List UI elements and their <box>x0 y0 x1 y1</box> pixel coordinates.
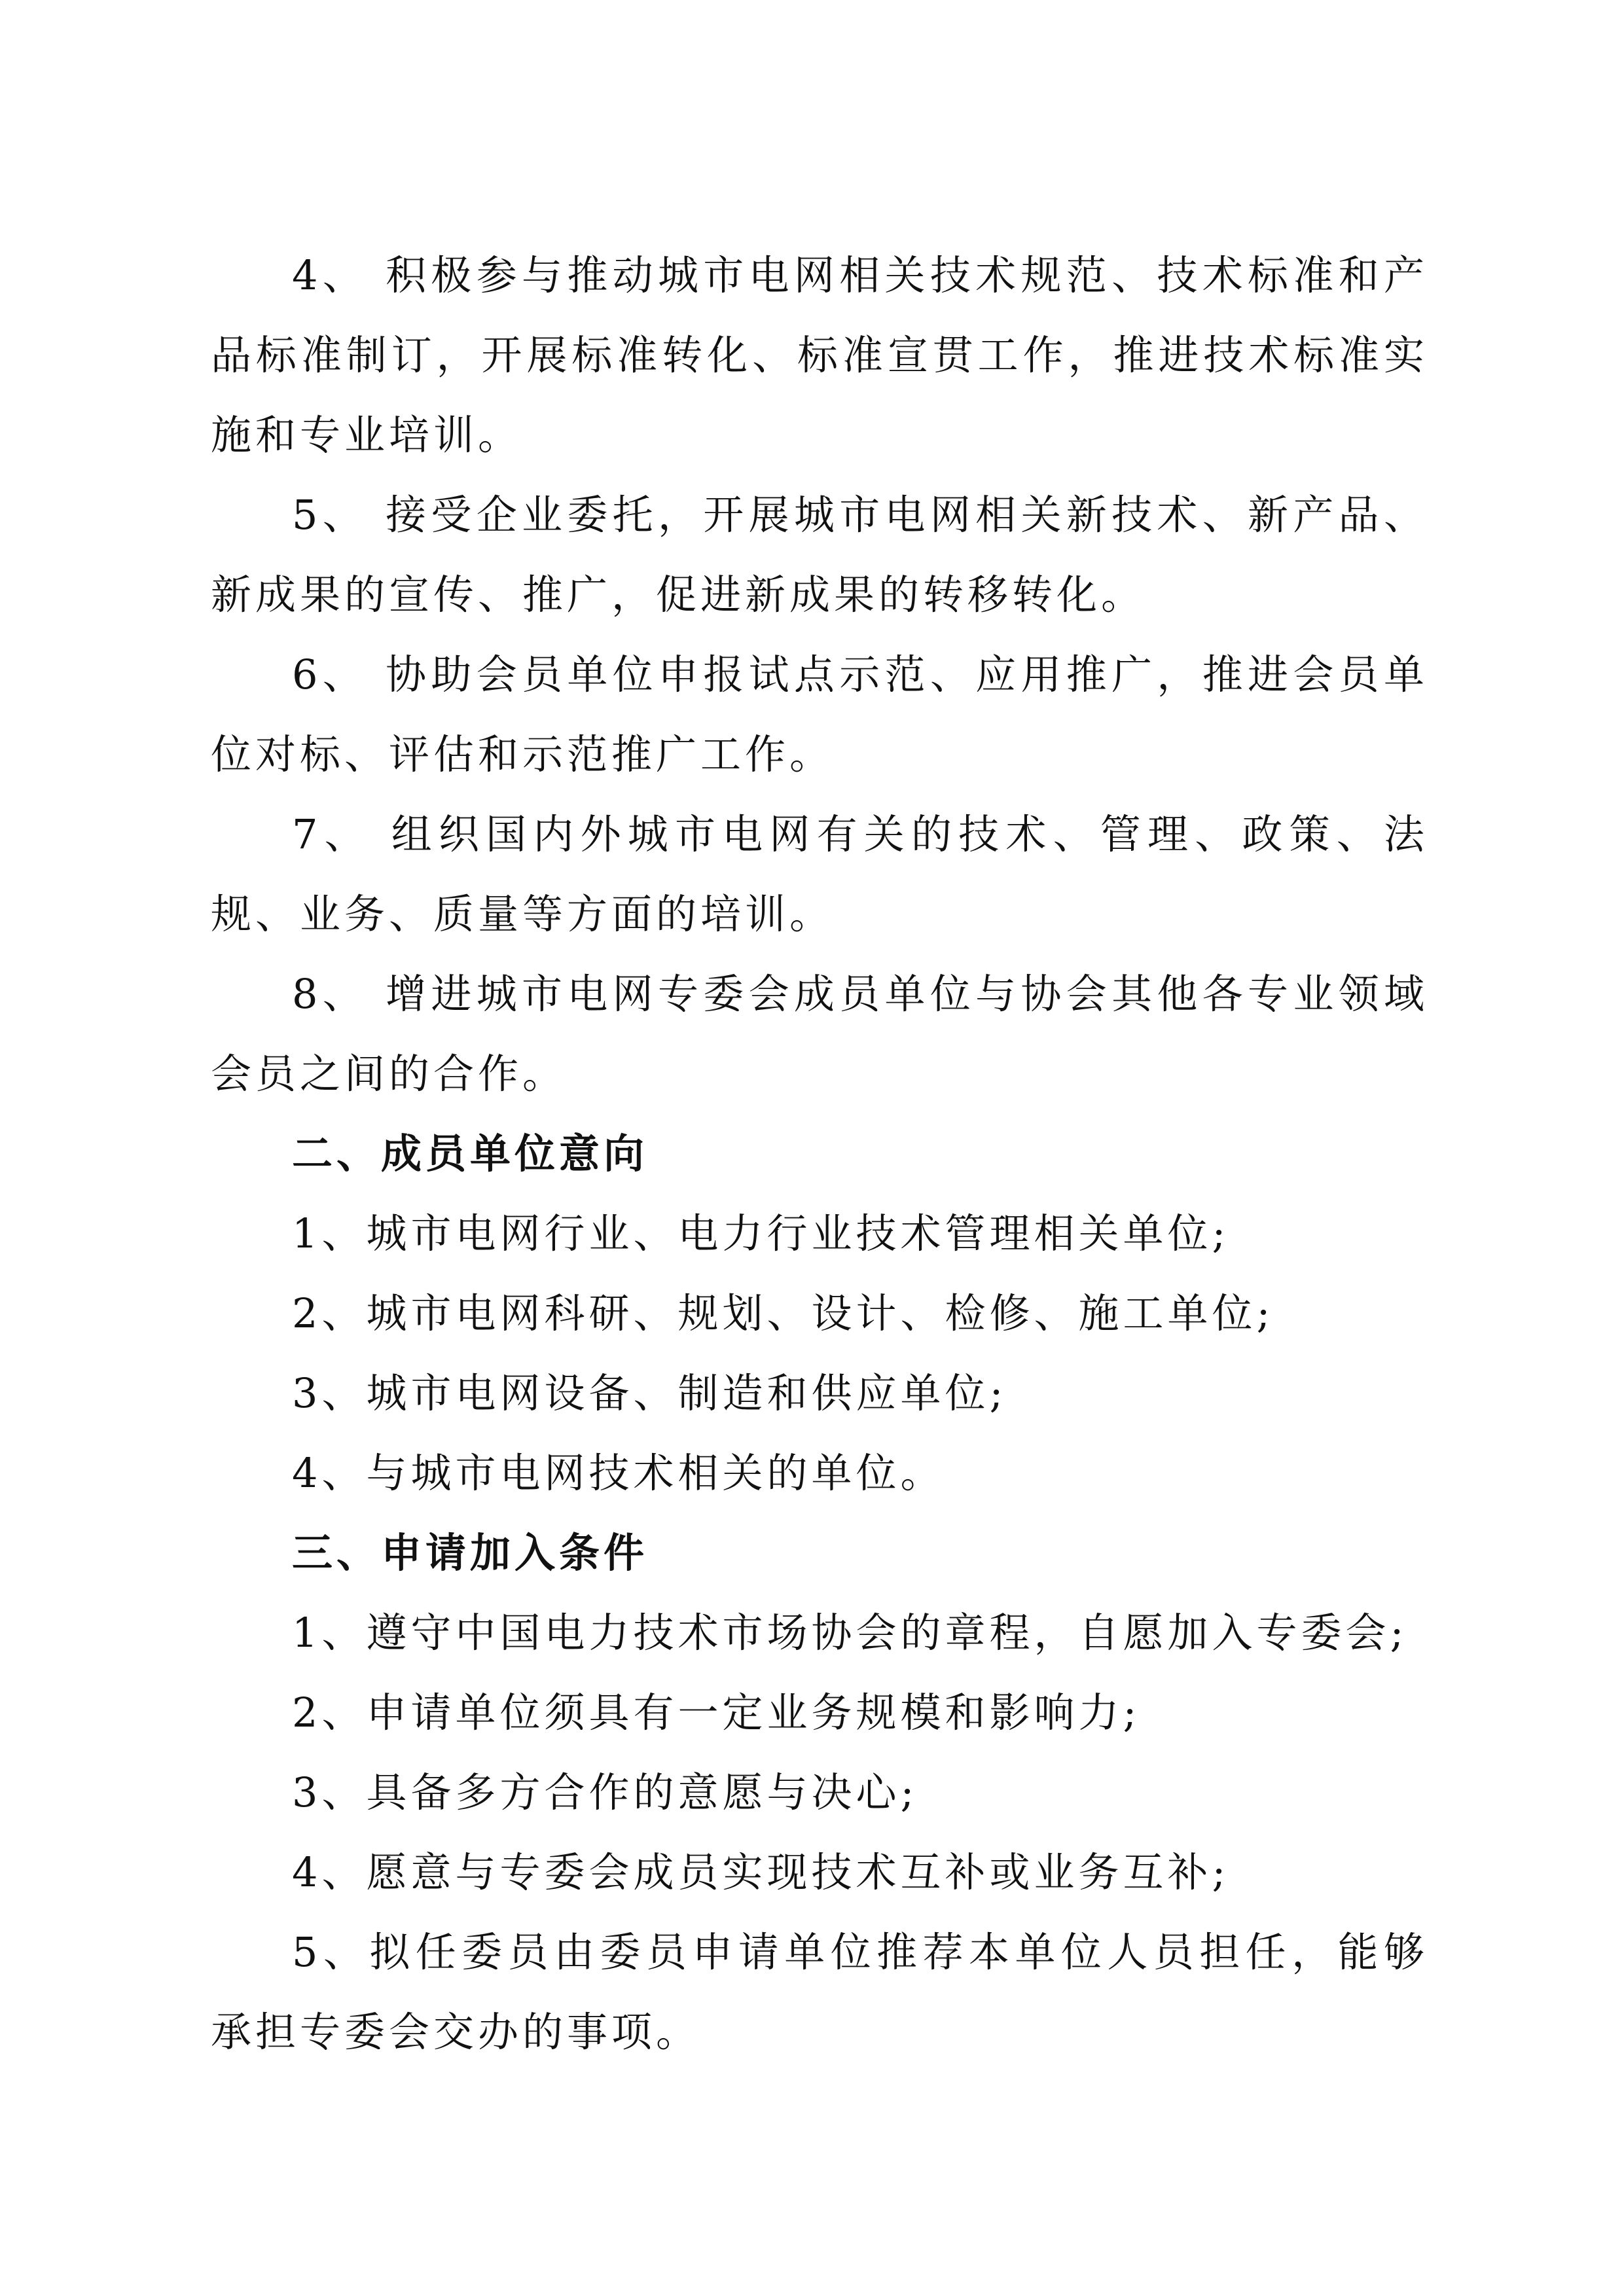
list-item: 3、具备多方合作的意愿与决心; <box>292 1768 918 1816</box>
paragraph-item-7: 7、 组织国内外城市电网有关的技术、管理、政策、法规、业务、质量等方面的培训。 <box>211 810 1428 938</box>
list-item: 4、愿意与专委会成员实现技术互补或业务互补; <box>292 1848 1230 1896</box>
list-item: 1、遵守中国电力技术市场协会的章程，自愿加入专委会; <box>292 1609 1408 1657</box>
paragraph-item-4: 4、 积极参与推动城市电网相关技术规范、技术标准和产品标准制订，开展标准转化、标准宣贯工作，推进技术标准实施和专业培训。 <box>211 251 1428 459</box>
paragraph-item-8: 8、 增进城市电网专委会成员单位与协会其他各专业领域会员之间的合作。 <box>211 970 1428 1098</box>
paragraph-item-6: 6、 协助会员单位申报试点示范、应用推广，推进会员单位对标、评估和示范推广工作。 <box>211 651 1428 778</box>
section-heading-join-conditions: 三、申请加入条件 <box>292 1529 649 1577</box>
document-body <box>211 236 1428 2072</box>
list-item: 2、申请单位须具有一定业务规模和影响力; <box>292 1689 1141 1736</box>
list-item: 1、城市电网行业、电力行业技术管理相关单位; <box>292 1210 1230 1257</box>
paragraph-item-5: 5、 接受企业委托，开展城市电网相关新技术、新产品、新成果的宣传、推广，促进新成果的转移转化。 <box>211 491 1428 619</box>
list-item: 4、与城市电网技术相关的单位。 <box>292 1449 945 1497</box>
paragraph-condition-5: 5、拟任委员由委员申请单位推荐本单位人员担任，能够承担专委会交办的事项。 <box>211 1928 1428 2056</box>
section-heading-member-intent: 二、成员单位意向 <box>292 1130 649 1177</box>
list-item: 2、城市电网科研、规划、设计、检修、施工单位; <box>292 1289 1274 1337</box>
list-item: 3、城市电网设备、制造和供应单位; <box>292 1369 1007 1417</box>
